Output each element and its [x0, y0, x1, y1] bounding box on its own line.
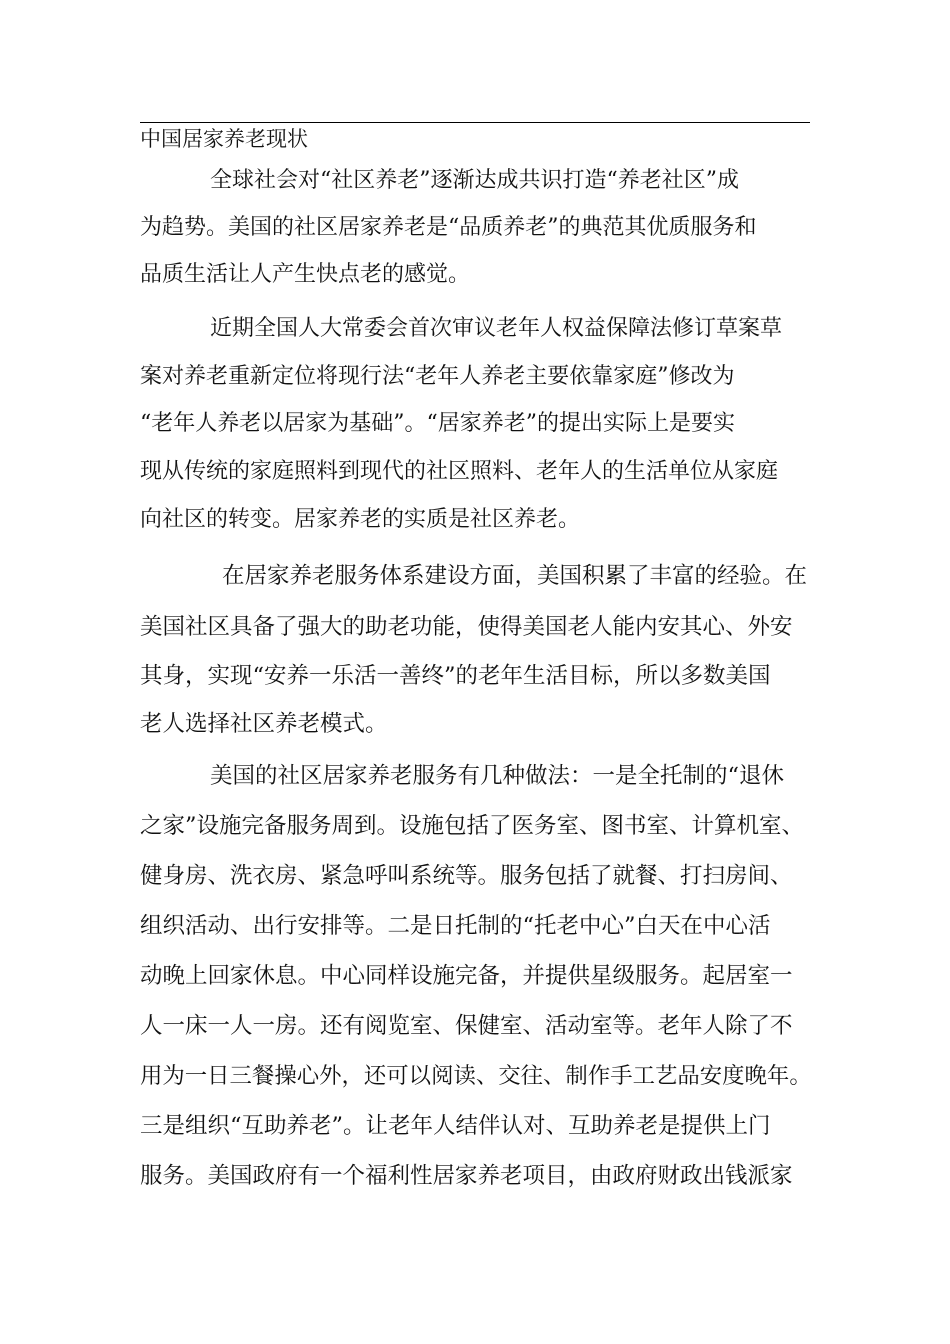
paragraph-2-line-5: 向社区的转变。居家养老的实质是社区养老。	[140, 507, 581, 532]
paragraph-3-line-2: 美国社区具备了强大的助老功能，使得美国老人能内安其心、外安	[140, 614, 793, 640]
document-title: 中国居家养老现状	[140, 127, 308, 151]
paragraph-4-line-2: 之家”设施完备服务周到。设施包括了医务室、图书室、计算机室、	[140, 813, 805, 839]
paragraph-2-line-1: 近期全国人大常委会首次审议老年人权益保障法修订草案草	[210, 316, 783, 341]
paragraph-4-line-5: 动晚上回家休息。中心同样设施完备，并提供星级服务。起居室一	[140, 963, 793, 989]
paragraph-3-line-3: 其身，实现“安养一乐活一善终”的老年生活目标，所以多数美国	[140, 663, 771, 689]
paragraph-4-line-7: 用为一日三餐操心外，还可以阅读、交往、制作手工艺品安度晚年。	[140, 1063, 812, 1089]
paragraph-4-line-1: 美国的社区居家养老服务有几种做法：一是全托制的“退休	[210, 763, 785, 789]
paragraph-2-line-2: 案对养老重新定位将现行法“老年人养老主要依靠家庭”修改为	[140, 364, 735, 389]
paragraph-4-line-4: 组织活动、出行安排等。二是日托制的“托老中心”白天在中心活	[140, 913, 771, 939]
paragraph-3-line-1: 在居家养老服务体系建设方面，美国积累了丰富的经验。在	[222, 563, 808, 589]
paragraph-4-line-3: 健身房、洗衣房、紧急呼叫系统等。服务包括了就餐、打扫房间、	[140, 863, 793, 889]
paragraph-2-line-4: 现从传统的家庭照料到现代的社区照料、老年人的生活单位从家庭	[140, 459, 779, 484]
header-rule	[140, 122, 810, 123]
paragraph-4-line-9: 服务。美国政府有一个福利性居家养老项目，由政府财政出钱派家	[140, 1163, 793, 1189]
paragraph-1-line-3: 品质生活让人产生快点老的感觉。	[140, 262, 471, 287]
paragraph-4-line-8: 三是组织“互助养老”。让老年人结伴认对、互助养老是提供上门	[140, 1113, 771, 1139]
paragraph-1-line-2: 为趋势。美国的社区居家养老是“品质养老”的典范其优质服务和	[140, 215, 757, 240]
paragraph-2-line-3: “老年人养老以居家为基础”。“居家养老”的提出实际上是要实	[140, 411, 735, 436]
paragraph-3-line-4: 老人选择社区养老模式。	[140, 711, 388, 737]
paragraph-4-line-6: 人一床一人一房。还有阅览室、保健室、活动室等。老年人除了不	[140, 1013, 793, 1039]
paragraph-1-line-1: 全球社会对“社区养老”逐渐达成共识打造“养老社区”成	[210, 168, 739, 193]
